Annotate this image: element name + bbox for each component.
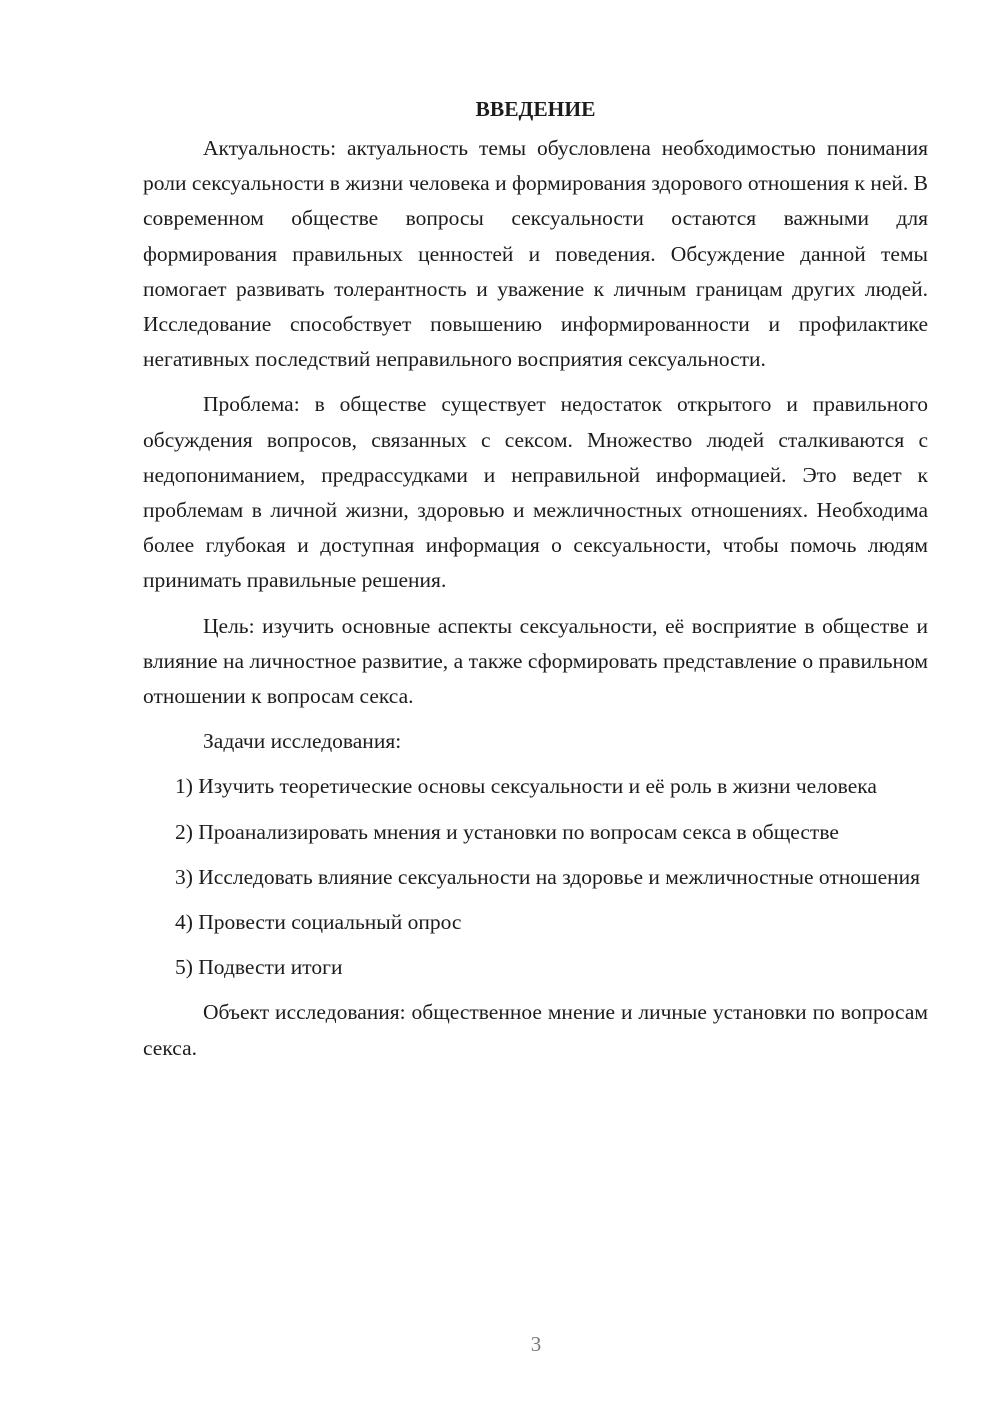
paragraph-object: Объект исследования: общественное мнение и личные установки по вопросам секса. xyxy=(143,1000,928,1060)
tasks-heading: Задачи исследования: xyxy=(203,729,402,754)
document-page xyxy=(143,92,928,1066)
page-number: 3 xyxy=(530,1332,542,1356)
list-item: 4) Провести социальный опрос xyxy=(175,910,462,935)
paragraph-goal: Цель: изучить основные аспекты сексуальности, её восприятие в обществе и влияние на личностное развитие, а также сформировать представление о правильном отношении к вопросам секса. xyxy=(143,613,928,709)
list-item: 5) Подвести итоги xyxy=(175,955,343,980)
list-item: 1) Изучить теоретические основы сексуальности и её роль в жизни человека xyxy=(175,774,877,799)
list-item: 3) Исследовать влияние сексуальности на здоровье и межличностные отношения xyxy=(175,864,921,889)
list-item: 2) Проанализировать мнения и установки по вопросам секса в обществе xyxy=(175,819,839,844)
tasks-list xyxy=(143,769,928,985)
paragraph-problem: Проблема: в обществе существует недостаток открытого и правильного обсуждения вопросов, связанных с сексом. Множество людей сталкиваются с недопониманием, предрассудками и неправильной информацией. Это ведет к проблемам в личной жизни, здоровью и межличностных отношениях. Необходима более глубокая и доступная информация о сексуальности, чтобы помочь людям принимать правильные решения. xyxy=(143,392,928,593)
section-heading: ВВЕДЕНИЕ xyxy=(475,97,596,121)
paragraph-relevance: Актуальность: актуальность темы обусловлена необходимостью понимания роли сексуальности в жизни человека и формирования здорового отношения к ней. В современном обществе вопросы сексуальности остаются важными для формирования правильных ценностей и поведения. Обсуждение данной темы помогает развивать толерантность и уважение к личным границам других людей. Исследование способствует повышению информированности и профилактике негативных последствий неправильного восприятия сексуальности. xyxy=(143,136,928,372)
